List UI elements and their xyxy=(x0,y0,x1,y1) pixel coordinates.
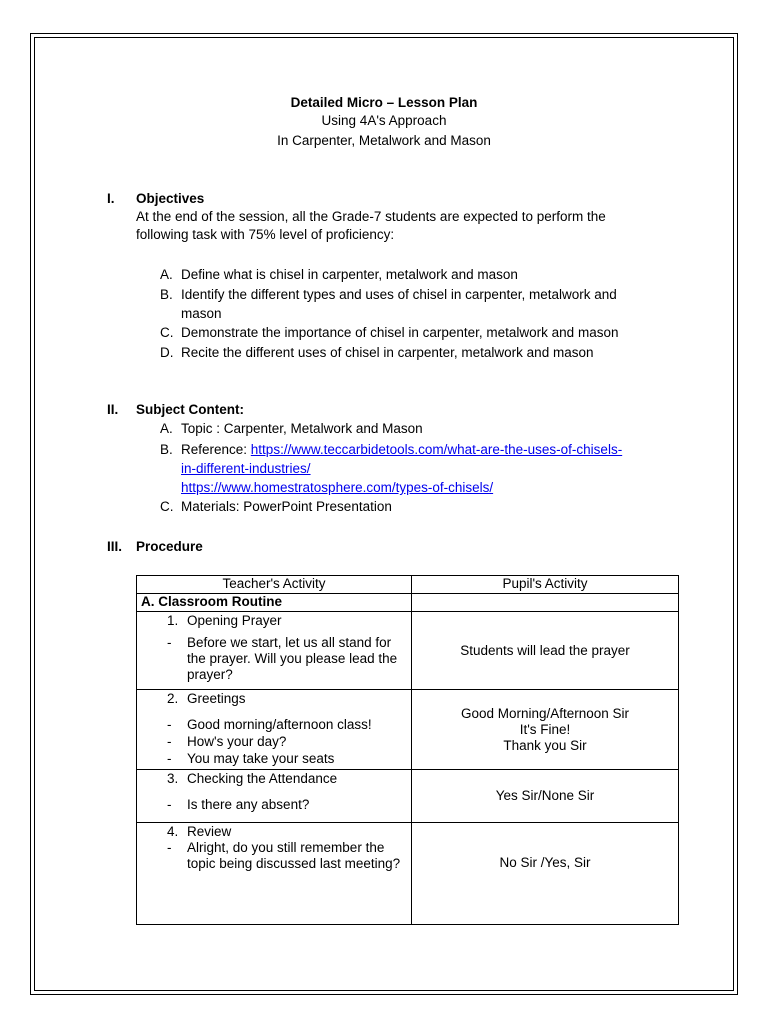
table-row xyxy=(137,770,679,823)
document-subtitle-subject: In Carpenter, Metalwork and Mason xyxy=(277,133,491,148)
dash-bullet: - xyxy=(167,635,172,650)
materials-text: Materials: PowerPoint Presentation xyxy=(181,499,392,514)
pupil-line: Thank you Sir xyxy=(503,737,587,753)
objectives-intro-line2: following task with 75% level of proficiency: xyxy=(136,227,395,242)
objective-letter: B. xyxy=(160,287,173,302)
row-number: 2. xyxy=(167,691,179,706)
pupil-line: No Sir /Yes, Sir xyxy=(499,855,591,870)
teacher-line: You may take your seats xyxy=(187,751,335,766)
objective-letter: D. xyxy=(160,345,174,360)
dash-bullet: - xyxy=(167,751,172,766)
table-row xyxy=(137,823,679,925)
objective-item: Define what is chisel in carpenter, metalwork and mason xyxy=(181,267,518,282)
objectives-heading: Objectives xyxy=(136,191,205,206)
reference-link-homestratosphere[interactable]: https://www.homestratosphere.com/types-of-chisels/ xyxy=(181,480,494,495)
table-header-row xyxy=(137,576,679,594)
row-title: Greetings xyxy=(187,691,246,706)
procedure-heading: Procedure xyxy=(136,539,203,554)
row-number: 1. xyxy=(167,613,179,628)
section-classroom-routine: A. Classroom Routine xyxy=(137,594,412,612)
document-subtitle-approach: Using 4A's Approach xyxy=(321,113,447,128)
objective-letter: C. xyxy=(160,325,174,340)
teacher-line: How's your day? xyxy=(187,734,287,749)
dash-bullet: - xyxy=(167,734,172,749)
row-title: Checking the Attendance xyxy=(187,771,338,786)
document-title: Detailed Micro – Lesson Plan xyxy=(290,95,478,110)
procedure-table xyxy=(136,575,679,925)
pupil-line: Yes Sir/None Sir xyxy=(495,788,595,803)
pupil-response xyxy=(412,770,678,822)
section-numeral-subject-content: II. xyxy=(107,402,119,417)
pupil-response xyxy=(412,690,678,769)
teacher-line: Before we start, let us all stand for the prayer. Will you please lead the prayer? xyxy=(187,635,398,682)
row-number: 4. xyxy=(167,824,179,839)
teacher-line: Alright, do you still remember the topic being discussed last meeting? xyxy=(187,840,401,871)
topic-text: Topic : Carpenter, Metalwork and Mason xyxy=(181,421,423,436)
dash-bullet: - xyxy=(167,840,172,855)
objective-item-continued: mason xyxy=(181,306,222,321)
dash-bullet: - xyxy=(167,797,172,812)
table-row xyxy=(137,690,679,770)
reference-link-teccarbide[interactable]: https://www.teccarbidetools.com/what-are-the-uses-of-chisels- xyxy=(250,442,623,457)
pupil-line: It's Fine! xyxy=(519,721,571,737)
subject-content-heading: Subject Content: xyxy=(136,402,244,417)
objectives-intro-line1: At the end of the session, all the Grade-7 students are expected to perform the xyxy=(136,209,606,224)
section-row-empty-cell xyxy=(412,594,679,612)
objective-letter: A. xyxy=(160,267,173,282)
reference-label: Reference: xyxy=(181,442,251,457)
reference-letter: B. xyxy=(160,442,173,457)
column-header-pupil: Pupil's Activity xyxy=(412,576,679,594)
materials-letter: C. xyxy=(160,499,174,514)
objective-item: Identify the different types and uses of chisel in carpenter, metalwork and xyxy=(181,287,617,302)
table-section-row xyxy=(137,594,679,612)
column-header-teacher: Teacher's Activity xyxy=(137,576,412,594)
reference-link-teccarbide-continued[interactable]: in-different-industries/ xyxy=(181,461,311,476)
section-numeral-procedure: III. xyxy=(107,539,123,554)
pupil-response xyxy=(412,823,678,903)
pupil-response xyxy=(412,612,678,689)
objective-item: Recite the different uses of chisel in carpenter, metalwork and mason xyxy=(181,345,594,360)
dash-bullet: - xyxy=(167,717,172,732)
topic-letter: A. xyxy=(160,421,173,436)
teacher-line: Is there any absent? xyxy=(187,797,310,812)
objective-item: Demonstrate the importance of chisel in carpenter, metalwork and mason xyxy=(181,325,619,340)
row-number: 3. xyxy=(167,771,179,786)
pupil-line: Students will lead the prayer xyxy=(460,642,630,658)
row-title: Review xyxy=(187,824,232,839)
reference-item xyxy=(181,441,622,459)
teacher-line: Good morning/afternoon class! xyxy=(187,717,372,732)
table-row xyxy=(137,612,679,690)
row-title: Opening Prayer xyxy=(187,613,282,628)
pupil-line: Good Morning/Afternoon Sir xyxy=(460,705,630,721)
section-numeral-objectives: I. xyxy=(107,191,115,206)
